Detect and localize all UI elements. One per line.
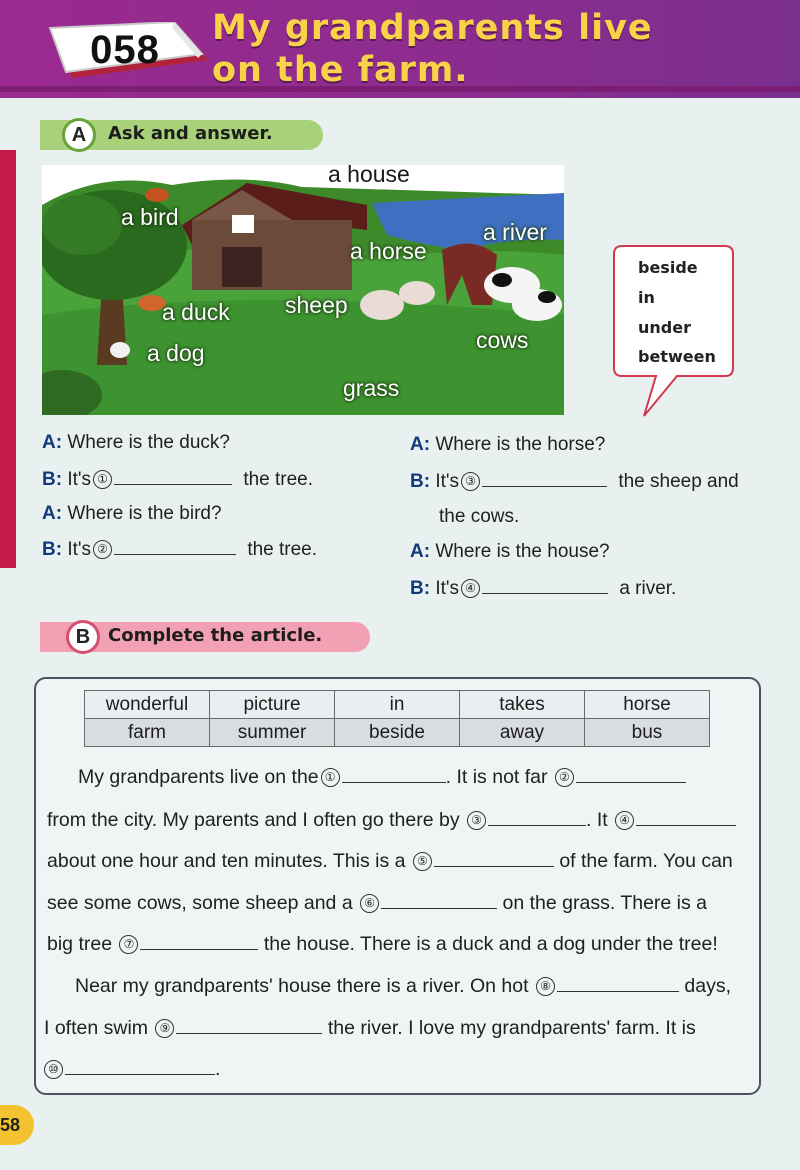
- page-title-line-2: on the farm.: [212, 50, 469, 90]
- article-line-5: [47, 933, 718, 956]
- article-blank-4[interactable]: [636, 809, 736, 826]
- question-text: Where is the house?: [435, 541, 610, 562]
- blank-number: ⑤: [413, 852, 432, 871]
- article-blank-9[interactable]: [176, 1017, 322, 1034]
- speaker: B:: [410, 471, 431, 492]
- qa-left-2: [42, 468, 313, 491]
- answer-prefix: It's: [67, 539, 92, 560]
- article-text: . It is not far: [445, 766, 548, 788]
- article-text: days,: [684, 975, 731, 997]
- article-text: . It: [586, 809, 608, 831]
- answer-suffix: a river.: [619, 578, 677, 599]
- qa-right-1: [410, 434, 605, 456]
- article-text: the river. I love my grandparents' farm. It is: [327, 1017, 696, 1039]
- article-blank-10[interactable]: [65, 1058, 215, 1075]
- blank-number: ⑧: [536, 977, 555, 996]
- page-title-line-1: My grandparents live: [212, 8, 653, 48]
- label-a-horse: a horse: [350, 238, 427, 264]
- word-bank-cell: summer: [210, 719, 335, 747]
- qa-right-5: [410, 577, 676, 600]
- article-blank-5[interactable]: [434, 850, 554, 867]
- article-line-8: [42, 1058, 220, 1081]
- qa-right-2: [410, 470, 739, 493]
- article-blank-3[interactable]: [488, 809, 586, 826]
- farm-scene-illustration: [42, 165, 564, 415]
- article-text: Near my grandparents' house there is a river. On hot: [75, 975, 529, 997]
- question-text: Where is the duck?: [67, 432, 230, 453]
- word-bank-cell: horse: [585, 691, 710, 719]
- unit-number: 058: [90, 28, 160, 72]
- section-b-letter: B: [66, 620, 100, 654]
- article-text: big tree: [47, 933, 113, 955]
- section-a-letter: A: [62, 118, 96, 152]
- qa-left-1: [42, 432, 230, 454]
- section-b-title: Complete the article.: [108, 625, 323, 646]
- label-a-bird: a bird: [121, 204, 179, 230]
- label-a-river: a river: [483, 219, 547, 245]
- section-a-title: Ask and answer.: [108, 123, 273, 144]
- word-bank-cell: farm: [85, 719, 210, 747]
- blank-number: ②: [555, 768, 574, 787]
- answer-suffix: the tree.: [243, 469, 314, 490]
- answer-continuation: the cows.: [439, 506, 520, 527]
- speaker: A:: [410, 434, 431, 455]
- speaker: B:: [42, 539, 63, 560]
- article-blank-1[interactable]: [342, 766, 446, 783]
- bubble-word-in: in: [638, 288, 655, 307]
- article-text: I often swim: [44, 1017, 149, 1039]
- blank-number: ④: [615, 811, 634, 830]
- word-bank-cell: away: [460, 719, 585, 747]
- blank-number: ①: [93, 470, 112, 489]
- article-text: .: [215, 1058, 221, 1080]
- answer-suffix: the tree.: [247, 539, 318, 560]
- blank-number: ⑨: [155, 1019, 174, 1038]
- article-line-1: [78, 766, 686, 789]
- label-a-house: a house: [328, 161, 410, 187]
- question-text: Where is the bird?: [67, 503, 222, 524]
- article-line-6: [75, 975, 731, 998]
- bubble-word-under: under: [638, 318, 691, 337]
- article-text: of the farm. You can: [559, 850, 733, 872]
- word-bank-cell: in: [335, 691, 460, 719]
- article-blank-2[interactable]: [576, 766, 686, 783]
- article-text: see some cows, some sheep and a: [47, 892, 353, 914]
- word-bank-cell: wonderful: [85, 691, 210, 719]
- page-number: 58: [0, 1105, 34, 1145]
- article-line-2: [47, 809, 736, 832]
- blank-number: ⑦: [119, 935, 138, 954]
- label-a-duck: a duck: [162, 299, 230, 325]
- qa-left-3: [42, 503, 222, 525]
- article-blank-7[interactable]: [140, 933, 258, 950]
- speaker: A:: [410, 541, 431, 562]
- label-grass: grass: [343, 375, 400, 401]
- blank-number: ⑩: [44, 1060, 63, 1079]
- article-text: about one hour and ten minutes. This is a: [47, 850, 406, 872]
- speaker: B:: [410, 578, 431, 599]
- word-bank-table: [84, 690, 710, 747]
- word-bank-cell: takes: [460, 691, 585, 719]
- article-text: the house. There is a duck and a dog under the tree!: [263, 933, 718, 955]
- word-bank-cell: picture: [210, 691, 335, 719]
- word-bank-cell: bus: [585, 719, 710, 747]
- article-text: from the city. My parents and I often go there by: [47, 809, 460, 831]
- answer-blank-1[interactable]: [114, 468, 232, 485]
- answer-blank-4[interactable]: [482, 577, 608, 594]
- answer-prefix: It's: [67, 469, 92, 490]
- blank-number: ②: [93, 540, 112, 559]
- label-cows: cows: [476, 327, 529, 353]
- article-text: on the grass. There is a: [502, 892, 708, 914]
- qa-left-4: [42, 538, 317, 561]
- qa-right-4: [410, 541, 610, 563]
- answer-suffix: the sheep and: [618, 471, 739, 492]
- bubble-word-between: between: [638, 347, 716, 366]
- article-line-4: [47, 892, 707, 915]
- side-tab: [0, 150, 16, 568]
- bubble-word-beside: beside: [638, 258, 698, 277]
- question-text: Where is the horse?: [435, 434, 606, 455]
- answer-prefix: It's: [435, 471, 460, 492]
- article-line-3: [47, 850, 733, 873]
- speaker: A:: [42, 432, 63, 453]
- article-blank-6[interactable]: [381, 892, 497, 909]
- blank-number: ③: [461, 472, 480, 491]
- blank-number: ⑥: [360, 894, 379, 913]
- article-blank-8[interactable]: [557, 975, 679, 992]
- blank-number: ④: [461, 579, 480, 598]
- speaker: A:: [42, 503, 63, 524]
- label-sheep: sheep: [285, 292, 348, 318]
- qa-right-3: [439, 506, 519, 528]
- label-a-dog: a dog: [147, 340, 205, 366]
- blank-number: ③: [467, 811, 486, 830]
- article-text: My grandparents live on the: [78, 766, 319, 788]
- word-bank-cell: beside: [335, 719, 460, 747]
- answer-blank-2[interactable]: [114, 538, 236, 555]
- answer-blank-3[interactable]: [482, 470, 607, 487]
- speaker: B:: [42, 469, 63, 490]
- article-line-7: [44, 1017, 696, 1040]
- answer-prefix: It's: [435, 578, 460, 599]
- blank-number: ①: [321, 768, 340, 787]
